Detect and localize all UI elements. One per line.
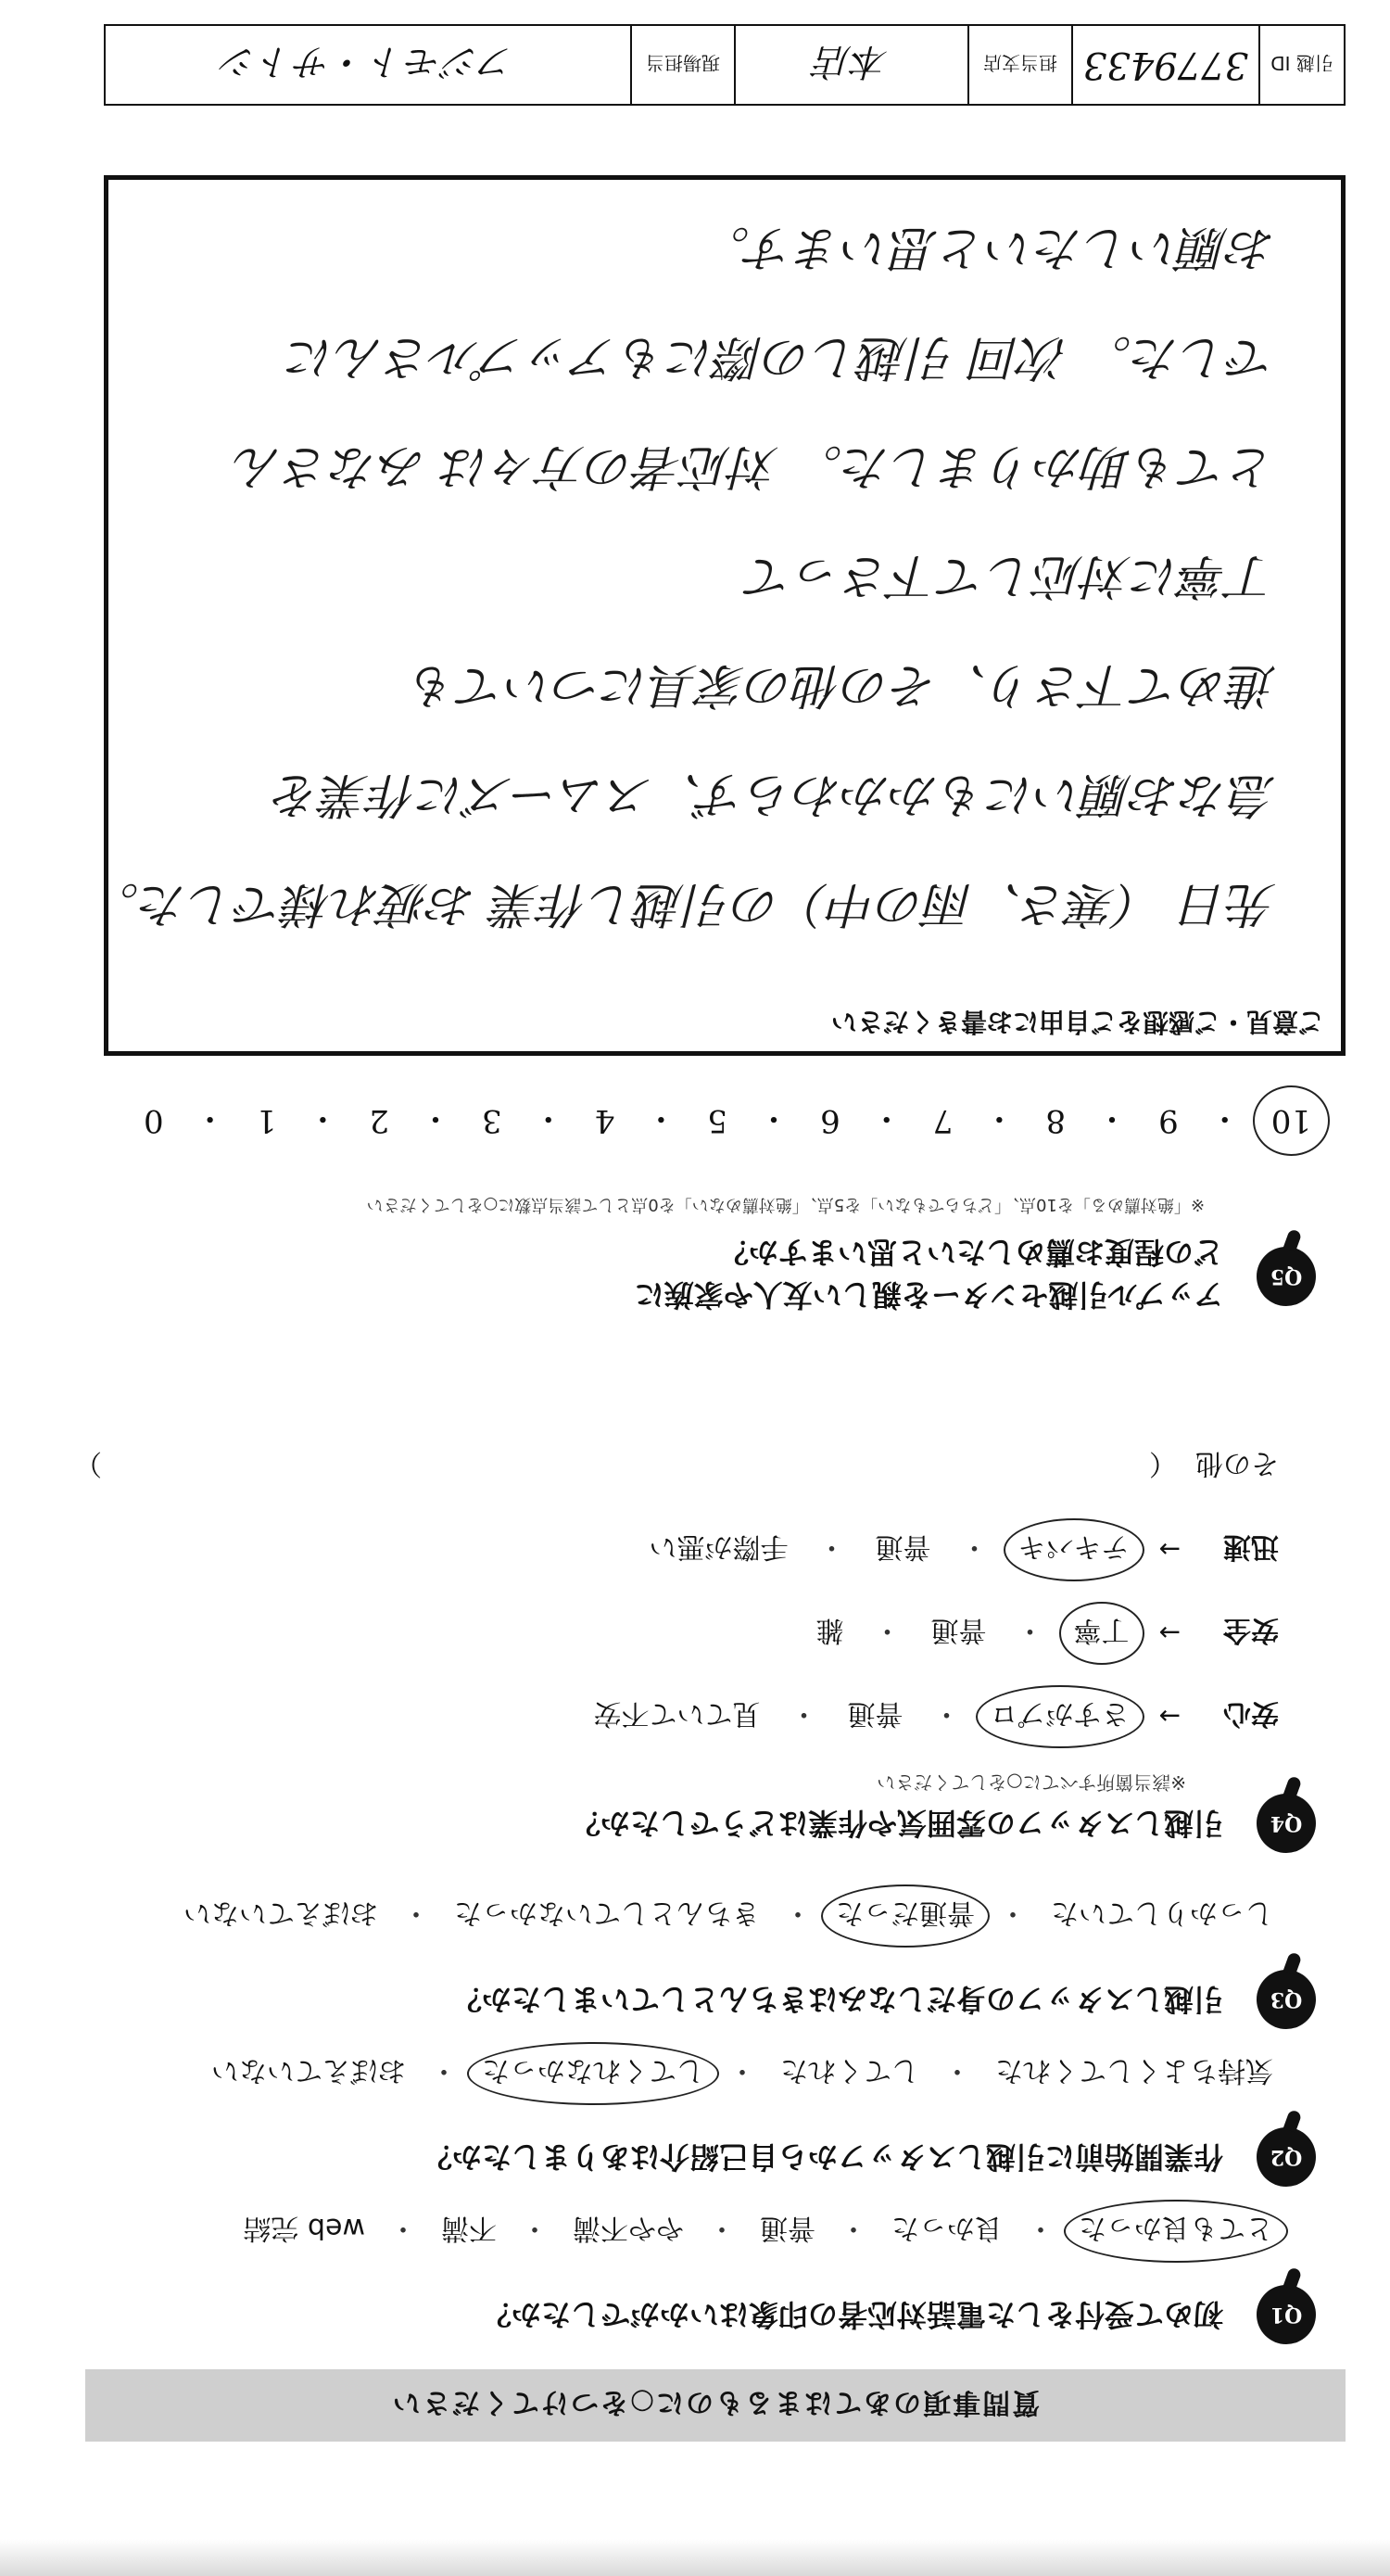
q2-text: 作業開始前に引越しスタッフから自己紹介はありましたか？: [422, 2139, 1223, 2175]
q2-option-pleasant[interactable]: 気持ちよくしてくれた: [995, 2054, 1273, 2087]
q4-speed-option-clumsy[interactable]: 手際が悪い: [649, 1530, 789, 1563]
score-7[interactable]: 7: [932, 1102, 954, 1140]
comment-line: でした。 次回 引越しの際にもアップルさんに: [286, 329, 1276, 385]
q4-relief-option-normal[interactable]: 普通: [847, 1697, 904, 1730]
q3-options: しっかりしていた ・ 普通だった ・ きちんとしていなかった ・ おぼえていない: [178, 1896, 1279, 1936]
q4-row-relief: 安心 → さすがプロ ・ 普通 ・ 見ていて不安: [588, 1696, 1279, 1737]
q3-option-dont-remember[interactable]: おぼえていない: [183, 1897, 378, 1929]
q1-options: とても良かった ・ 良かった ・ 普通 ・ やや不満 ・ 不満 ・ web 完結: [237, 2211, 1279, 2252]
q1-option-normal[interactable]: 普通: [760, 2212, 815, 2244]
q1-badge-icon: [1257, 2285, 1316, 2344]
arrow-right-icon: →: [1158, 1534, 1181, 1566]
section-header-text: 質問事項のあてはまるものに○をつけてください: [390, 2386, 1041, 2418]
q4-row-speed: 迅速 → テキパキ ・ 普通 ・ 手際が悪い: [644, 1529, 1279, 1570]
handwritten-comment: [91, 193, 1276, 958]
q5-score-scale: 10 ・ 9 ・ 8 ・ 7 ・ 6 ・ 5 ・ 4 ・ 3 ・ 2 ・ 1 ・ 0: [144, 1099, 1311, 1140]
q1-text: 初めて受付をした電話対応者の印象はいかがでしたか？: [481, 2297, 1223, 2332]
q2-option-did-not[interactable]: してくれなかった: [476, 2053, 710, 2094]
id-value: 3779433: [1071, 26, 1258, 104]
q4-note: ※該当箇所すべてに○をしてください: [877, 1771, 1186, 1794]
scan-edge: [0, 2539, 1390, 2576]
branch-label: 担当支店: [967, 26, 1071, 104]
q3-option-not-neat[interactable]: きちんとしていなかった: [454, 1897, 760, 1929]
q3-badge-icon: [1257, 1970, 1316, 2029]
score-5[interactable]: 5: [707, 1102, 728, 1140]
arrow-right-icon: →: [1158, 1618, 1181, 1649]
q1-badge-label: Q1: [1270, 2303, 1303, 2327]
q5-text-line1: アップル引越センターを親しい友人や家族に: [634, 1277, 1223, 1313]
q3-badge-label: Q3: [1270, 1987, 1303, 2011]
q4-badge-label: Q4: [1270, 1811, 1303, 1835]
q4-row-label: 安心: [1223, 1697, 1279, 1730]
q4-safety-option-careful[interactable]: 丁寧: [1068, 1613, 1135, 1654]
q4-speed-option-normal[interactable]: 普通: [875, 1530, 931, 1563]
q2-options: 気持ちよくしてくれた ・ してくれた ・ してくれなかった ・ おぼえていない: [206, 2053, 1279, 2094]
leader-label: 現場担当: [630, 26, 734, 104]
score-4[interactable]: 4: [594, 1102, 615, 1140]
comments-title: ご意見・ご感想をご自由にお書きください: [830, 1007, 1324, 1037]
q4-row-label: 迅速: [1223, 1530, 1279, 1563]
score-2[interactable]: 2: [369, 1102, 389, 1140]
q4-safety-option-normal[interactable]: 普通: [930, 1614, 987, 1646]
score-6[interactable]: 6: [820, 1102, 840, 1140]
q2-badge-icon: [1257, 2127, 1316, 2187]
q4-other-row: [74, 1446, 1279, 1487]
q5-badge-icon: [1257, 1247, 1316, 1306]
score-9[interactable]: 9: [1158, 1102, 1179, 1140]
score-10[interactable]: 10: [1270, 1102, 1311, 1140]
comments-box[interactable]: [91, 175, 1346, 1056]
q1-option-very-good[interactable]: とても良かった: [1073, 2211, 1279, 2252]
q5-text-line2: どの程度お薦めしたいと思いますか？: [718, 1235, 1223, 1270]
score-1[interactable]: 1: [256, 1102, 277, 1140]
footer-info-table: [104, 24, 1346, 106]
q2-badge-label: Q2: [1270, 2145, 1303, 2169]
comment-line: お願いしたいと思います。: [701, 220, 1276, 275]
q1-option-somewhat-dissatisfied[interactable]: やや不満: [573, 2212, 684, 2244]
q1-option-good[interactable]: 良かった: [891, 2212, 1003, 2244]
q3-text: 引越しスタッフの身だしなみはきちんとしていましたか？: [451, 1982, 1223, 2017]
leader-value: フジモト・サトシ: [220, 40, 516, 83]
q2-option-dont-remember[interactable]: おぼえていない: [211, 2054, 406, 2087]
arrow-right-icon: →: [1158, 1701, 1181, 1732]
q4-safety-option-rough[interactable]: 雑: [815, 1614, 844, 1646]
q3-option-normal[interactable]: 普通だった: [830, 1896, 980, 1936]
q4-text: 引越しスタッフの雰囲気や作業はどうでしたか？: [570, 1806, 1223, 1841]
score-8[interactable]: 8: [1045, 1102, 1067, 1140]
q5-badge-label: Q5: [1270, 1264, 1303, 1288]
score-3[interactable]: 3: [482, 1102, 502, 1140]
q2-option-did[interactable]: してくれた: [780, 2054, 919, 2087]
comment-line: 進めて下さり、その他の家具についても: [410, 657, 1276, 713]
section-header: [85, 2369, 1346, 2442]
score-0[interactable]: 0: [144, 1102, 164, 1140]
q4-row-label: 安全: [1223, 1614, 1279, 1646]
q4-relief-option-pro[interactable]: さすがプロ: [985, 1696, 1135, 1737]
id-label: 引越 ID: [1258, 26, 1344, 104]
comment-line: 丁寧に対応して下さって: [745, 548, 1276, 603]
q4-other-label: その他: [1195, 1447, 1279, 1479]
comment-line: 急なお願いにもかかわらず、スムーズに作業を: [272, 767, 1276, 822]
q4-other-paren-open: （: [1149, 1447, 1177, 1479]
comment-line: とても助かりました。 対応者の方々は みなさん: [233, 438, 1276, 494]
branch-value: 本店: [734, 26, 967, 104]
q3-option-neat[interactable]: しっかりしていた: [1051, 1897, 1273, 1929]
q4-row-safety: 安全 → 丁寧 ・ 普通 ・ 雑: [811, 1613, 1279, 1654]
q4-relief-option-uneasy[interactable]: 見ていて不安: [593, 1697, 761, 1730]
q1-option-dissatisfied[interactable]: 不満: [441, 2212, 497, 2244]
q5-note: ※「絶対薦める」を10点、「どちらでもない」を5点、「絶対薦めない」を0点として該当点数に○をしてください: [366, 1195, 1205, 1214]
q1-option-web[interactable]: web 完結: [243, 2212, 365, 2244]
q4-other-paren-close: ）: [74, 1447, 102, 1479]
q4-speed-option-brisk[interactable]: テキパキ: [1013, 1529, 1135, 1570]
q4-badge-icon: [1257, 1794, 1316, 1853]
comment-line: 先日 （寒さ、雨の中）の引越し作業 お疲れ様でした。: [91, 876, 1276, 932]
